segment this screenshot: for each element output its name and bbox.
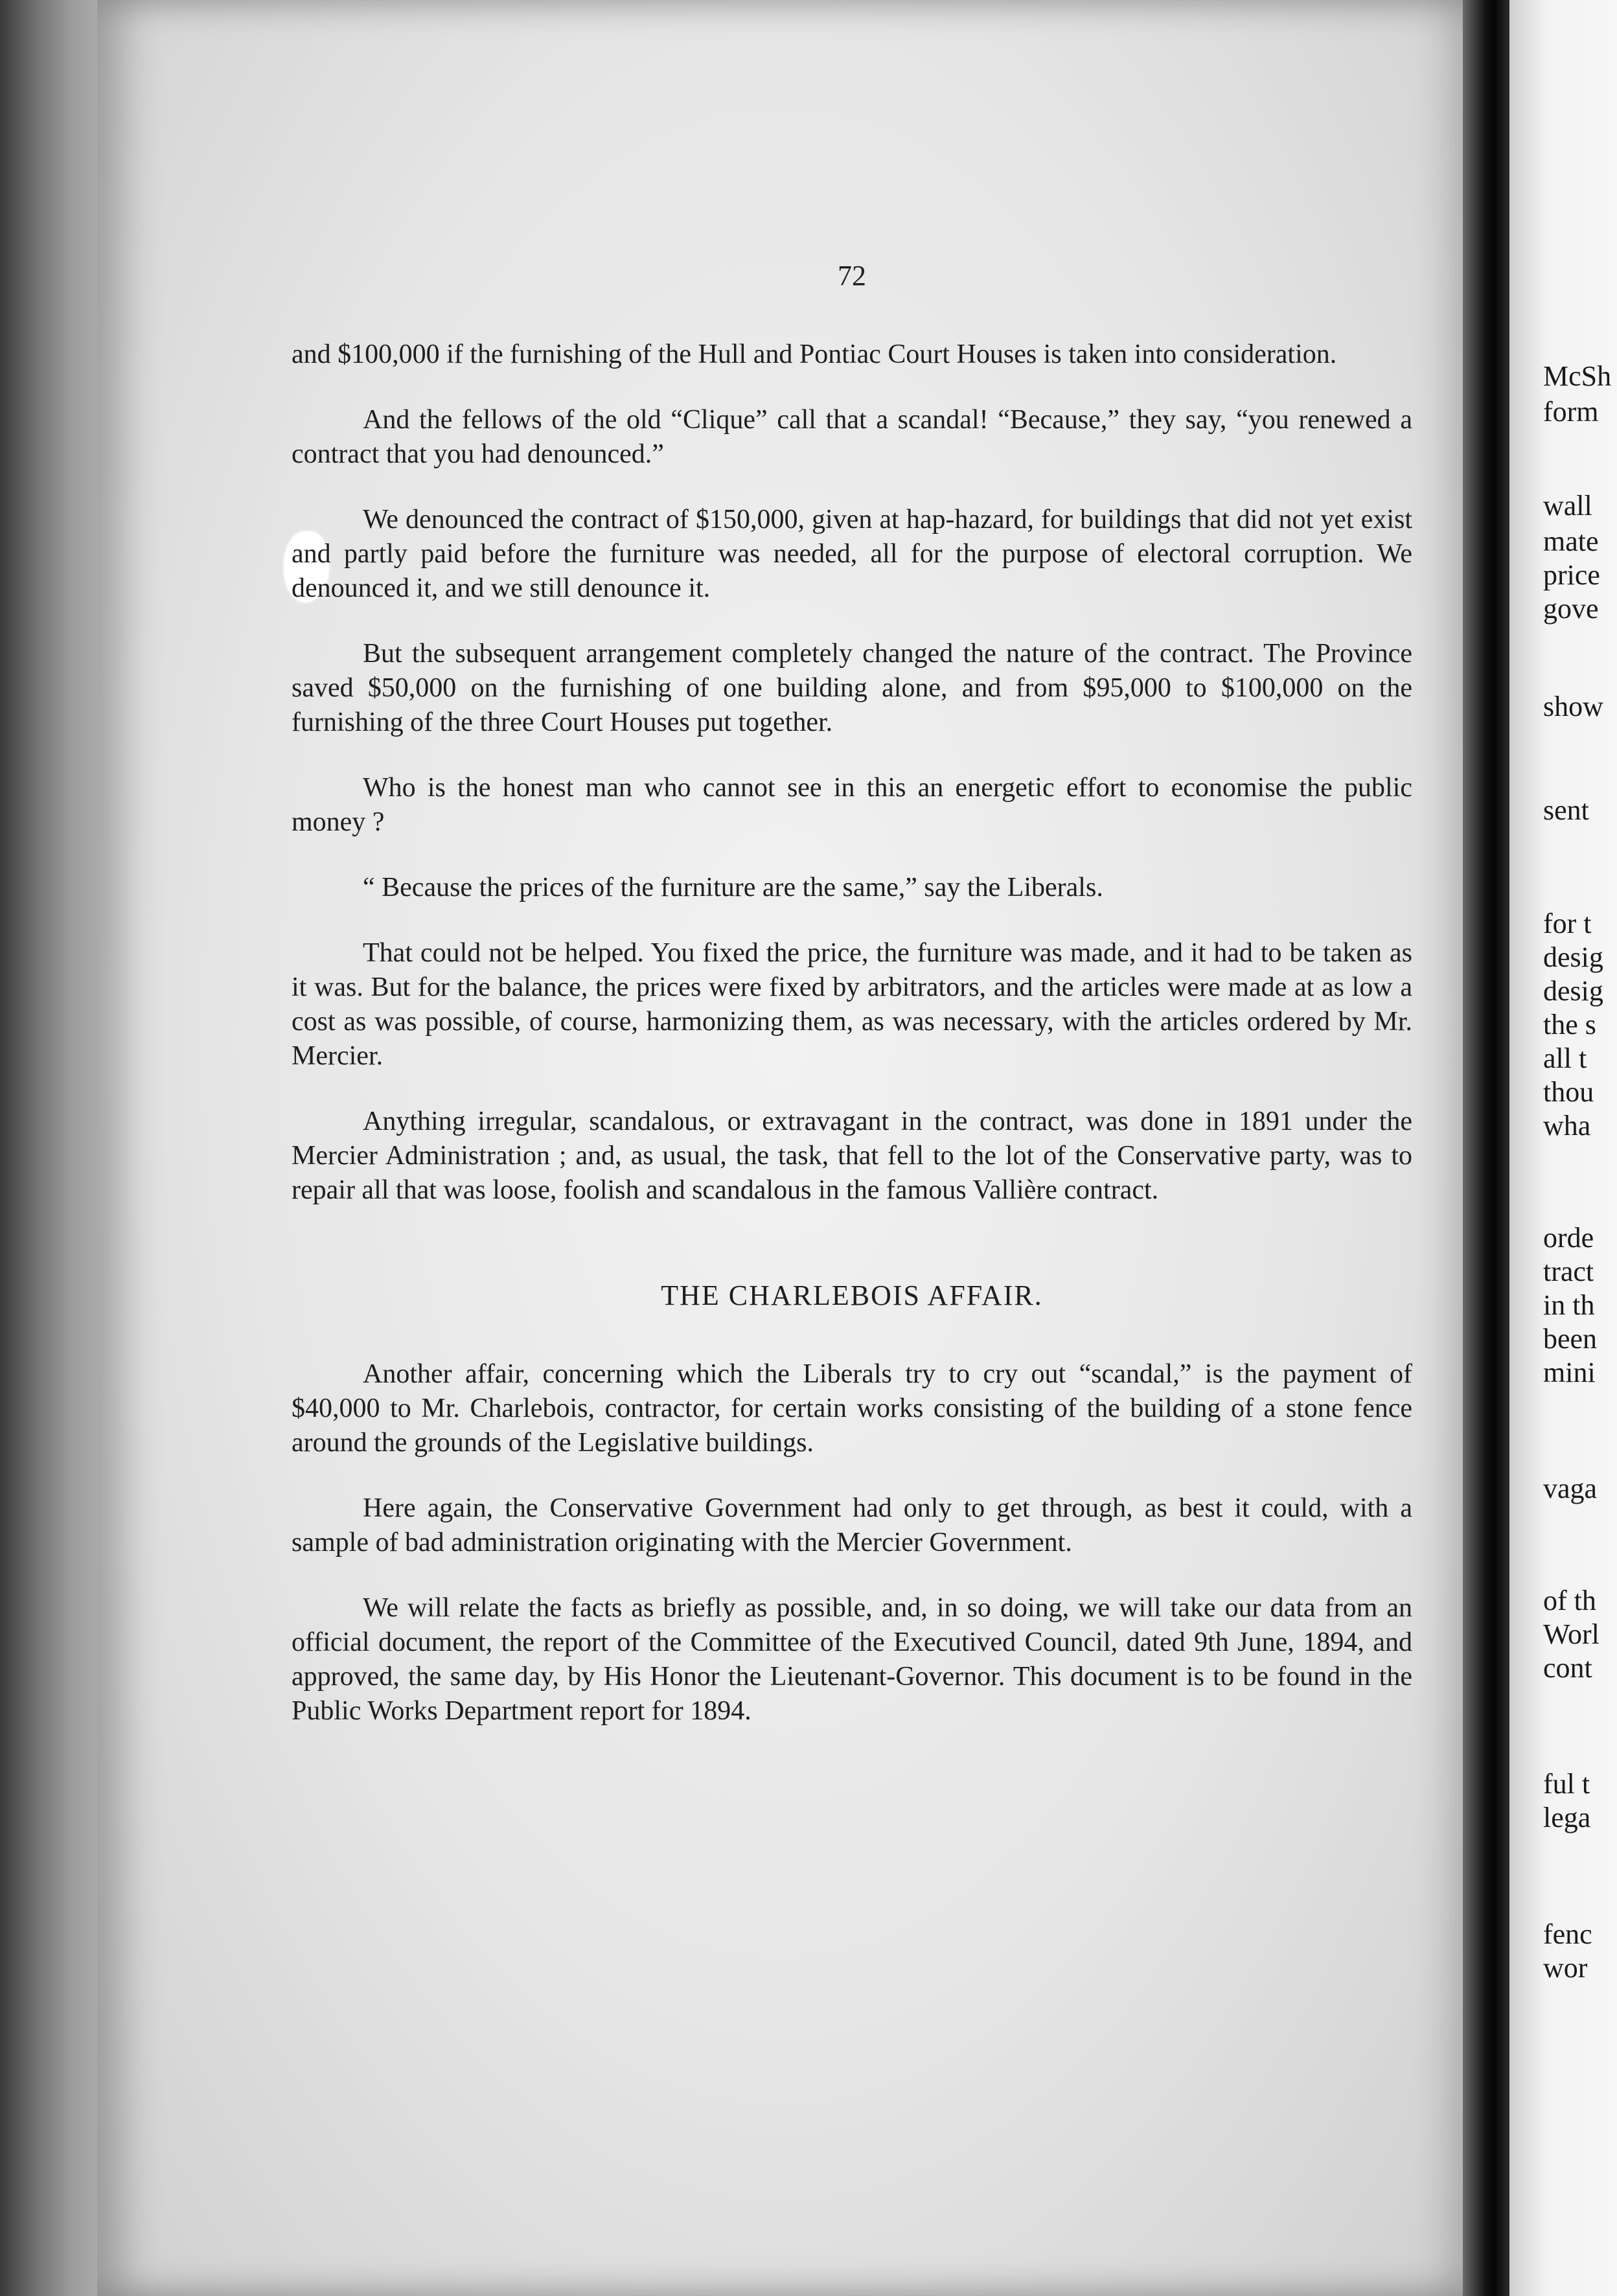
book-gutter bbox=[1463, 0, 1515, 2296]
next-page-fragment: gove bbox=[1543, 593, 1599, 625]
next-page-fragment: thou bbox=[1543, 1076, 1594, 1108]
next-page-fragment: price bbox=[1543, 559, 1600, 591]
next-page-fragment: wall bbox=[1543, 490, 1592, 522]
next-page-fragment: all t bbox=[1543, 1042, 1587, 1074]
section-heading: THE CHARLEBOIS AFFAIR. bbox=[661, 1280, 1043, 1311]
next-page-fragment: cont bbox=[1543, 1652, 1592, 1684]
paragraph-5: Who is the honest man who cannot see in this an energetic effort to economise the public money ? bbox=[292, 773, 1412, 837]
next-page-fragment: show bbox=[1543, 691, 1603, 722]
next-page-fragment: McSh bbox=[1543, 360, 1612, 392]
paragraph-6: “ Because the prices of the furniture are the same,” say the Liberals. bbox=[363, 873, 1103, 902]
next-page-fragment: the s bbox=[1543, 1009, 1596, 1040]
next-page-fragment: for t bbox=[1543, 908, 1592, 939]
next-page-fragment: form bbox=[1543, 396, 1599, 428]
next-page-fragment: desig bbox=[1543, 975, 1603, 1007]
next-page-fragment: wor bbox=[1543, 1952, 1588, 1984]
next-page-fragment: lega bbox=[1543, 1802, 1591, 1833]
next-page-fragment: wha bbox=[1543, 1110, 1591, 1142]
next-page-fragment: Worl bbox=[1543, 1618, 1600, 1650]
page-text bbox=[292, 259, 1412, 1760]
section-paragraph-2: Here again, the Conservative Government had only to get through, as best it could, with a sample of bad administration originating with the Mercier Government. bbox=[292, 1493, 1412, 1557]
next-page-fragment: desig bbox=[1543, 941, 1603, 973]
paragraph-7: That could not be helped. You fixed the price, the furniture was made, and it had to be taken as it was. But for the balance, the prices were fixed by arbitrators, and the articles were made at as low a cost as was possible, of course, harmonizing them, as was necessary, with the articles ordered by Mr. Mercier. bbox=[292, 938, 1412, 1071]
next-page-fragment: vaga bbox=[1543, 1473, 1598, 1504]
next-page-edge bbox=[1509, 0, 1617, 2296]
next-page-fragment: sent bbox=[1543, 794, 1589, 826]
paragraph-2: And the fellows of the old “Clique” call that a scandal! “Because,” they say, “you renewed a contract that you had denounced.” bbox=[292, 405, 1412, 469]
paragraph-8: Anything irregular, scandalous, or extravagant in the contract, was done in 1891 under the Mercier Administration ; and, as usual, the task, that fell to the lot of the Conservative party, was to repair all that was loose, foolish and scandalous in the famous Vallière contract. bbox=[292, 1107, 1412, 1205]
next-page-fragment: mate bbox=[1543, 525, 1599, 557]
next-page-fragment: tract bbox=[1543, 1256, 1594, 1287]
next-page-fragment: of th bbox=[1543, 1585, 1596, 1616]
section-paragraph-3: We will relate the facts as briefly as possible, and, in so doing, we will take our data from an official document, the report of the Committee of the Executived Council, dated 9th June, 1894, and approved, the same day, by His Honor the Lieutenant-Governor. This document is to be found in the Public Works Department report for 1894. bbox=[292, 1593, 1412, 1726]
next-page-fragment: fenc bbox=[1543, 1918, 1592, 1950]
section-paragraph-1: Another affair, concerning which the Liberals try to cry out “scandal,” is the payment of $40,000 to Mr. Charlebois, contractor, for certain works consisting of the building of a stone fence around the grounds of the Legislative buildings. bbox=[292, 1359, 1412, 1458]
paragraph-3: We denounced the contract of $150,000, given at hap-hazard, for buildings that did not yet exist and partly paid before the furniture was needed, all for the purpose of electoral corruption. We denounced it, and we still denounce it. bbox=[292, 505, 1412, 603]
paragraph-1: and $100,000 if the furnishing of the Hull and Pontiac Court Houses is taken into consideration. bbox=[292, 339, 1337, 369]
next-page-fragment: in th bbox=[1543, 1289, 1595, 1321]
next-page-fragment: orde bbox=[1543, 1222, 1594, 1254]
paragraph-4: But the subsequent arrangement completely changed the nature of the contract. The Province saved $50,000 on the furnishing of one building alone, and from $95,000 to $100,000 on the furnishing of the three Court Houses put together. bbox=[292, 639, 1412, 737]
page-number: 72 bbox=[838, 260, 866, 292]
next-page-fragment: been bbox=[1543, 1323, 1598, 1355]
next-page-fragment: mini bbox=[1543, 1357, 1596, 1388]
next-page-fragment: ful t bbox=[1543, 1768, 1590, 1800]
